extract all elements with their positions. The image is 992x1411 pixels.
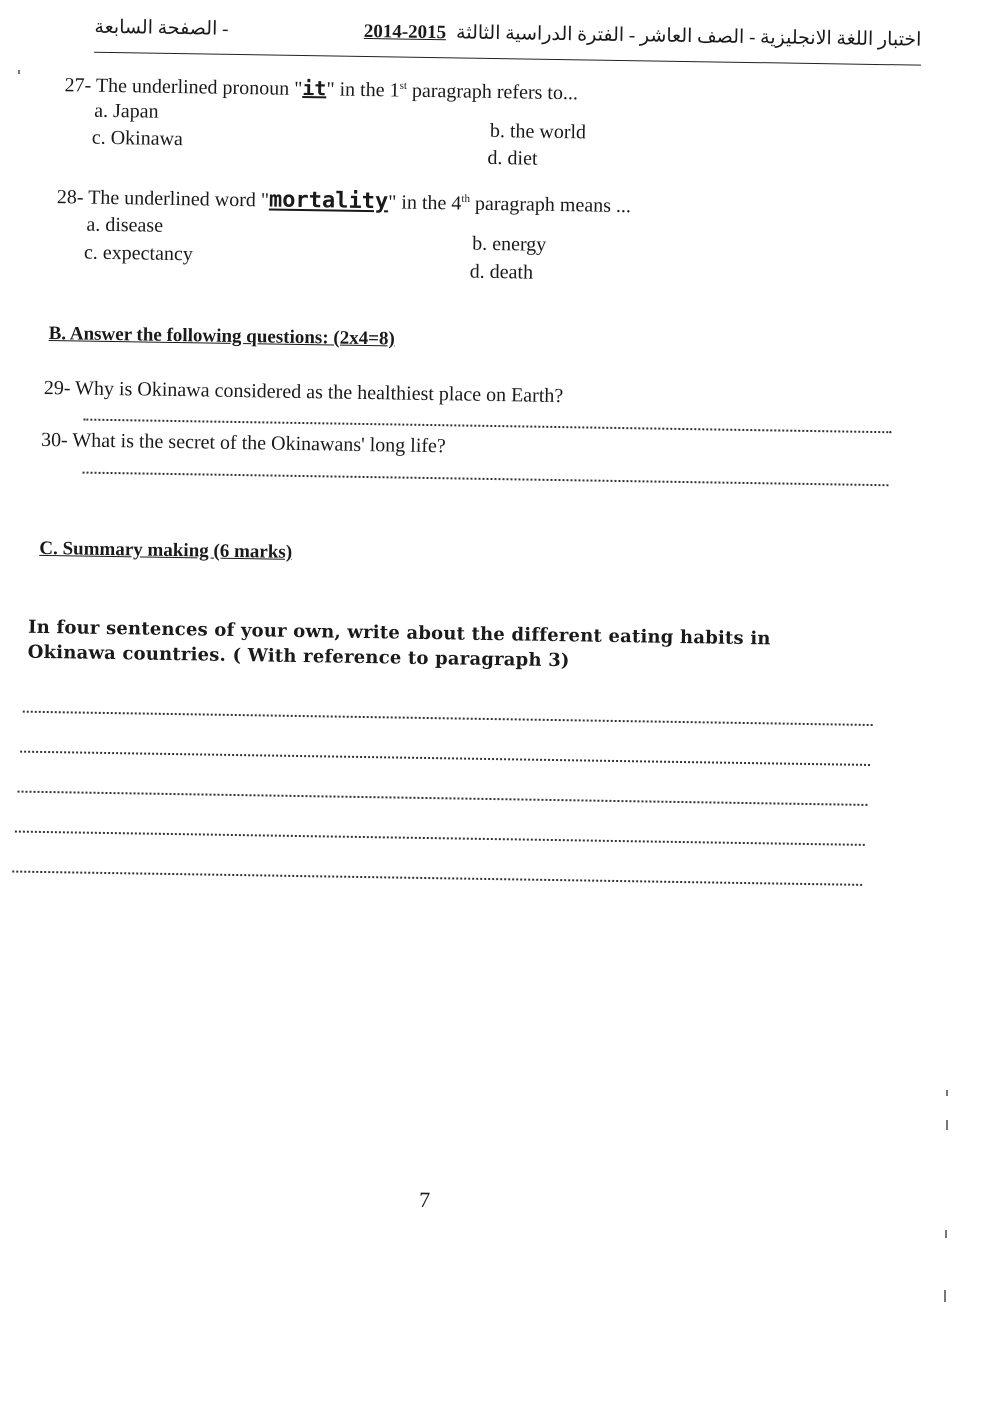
question-28-stem	[57, 186, 631, 217]
summary-line-3[interactable]	[17, 791, 867, 806]
question-30-text: 30- What is the secret of the Okinawans' long life?	[40, 428, 446, 458]
header-page-text: - الصفحة السابعة	[94, 16, 229, 40]
question-28-number: 28-	[56, 186, 84, 209]
scan-speck	[946, 1120, 948, 1130]
scan-speck	[946, 1090, 948, 1096]
scan-speck	[944, 1290, 946, 1302]
page-number: 7	[418, 1186, 431, 1213]
question-30	[41, 427, 446, 459]
page-header	[94, 16, 922, 69]
question-28-option-c: c. expectancy	[83, 241, 193, 266]
section-c-heading: C. Summary making (6 marks)	[39, 537, 293, 563]
question-28-option-a: a. disease	[86, 213, 164, 237]
question-28-stem-before: The underlined word "	[87, 186, 270, 212]
summary-line-5[interactable]	[12, 871, 862, 886]
summary-line-1[interactable]	[23, 711, 873, 726]
question-27-option-c: c. Okinawa	[91, 126, 184, 151]
summary-instruction: In four sentences of your own, write about the different eating habits in Okinawa countries. ( With reference to paragraph 3)	[27, 616, 771, 672]
scan-speck	[945, 1230, 947, 1238]
question-27-underlined-word: it	[302, 75, 327, 101]
answer-line-30[interactable]	[83, 472, 889, 487]
question-27-stem-after: paragraph refers to...	[406, 79, 579, 105]
header-page-label	[94, 16, 228, 41]
header-year: 2014-2015	[363, 20, 447, 44]
section-b-heading: B. Answer the following questions: (2x4=8)	[48, 323, 396, 350]
question-27-option-d: d. diet	[487, 146, 538, 170]
question-27-stem-before: The underlined pronoun "	[95, 74, 303, 100]
scan-speck	[18, 70, 20, 74]
question-28-underlined-word: mortality	[268, 187, 389, 215]
summary-line-2[interactable]	[20, 751, 870, 766]
question-27-number: 27-	[64, 74, 92, 97]
question-27-superscript: st	[399, 79, 408, 92]
question-28-stem-after: paragraph means ...	[469, 192, 632, 218]
question-29	[44, 375, 564, 409]
header-title-text: اختبار اللغة الانجليزية - الصف العاشر - الفترة الدراسية الثالثة	[455, 22, 922, 51]
question-27-stem-middle: " in the 1	[326, 78, 400, 102]
summary-line-4[interactable]	[15, 831, 865, 846]
question-29-text: 29- Why is Okinawa considered as the healthiest place on Earth?	[43, 376, 564, 408]
question-28-superscript: th	[461, 192, 471, 205]
question-28-option-b: b. energy	[471, 232, 547, 256]
question-28-option-d: d. death	[469, 260, 534, 284]
question-28-stem-middle: " in the 4	[388, 191, 462, 215]
header-title	[354, 20, 922, 52]
question-27-option-a: a. Japan	[94, 99, 159, 123]
question-27-option-b: b. the world	[489, 119, 587, 144]
